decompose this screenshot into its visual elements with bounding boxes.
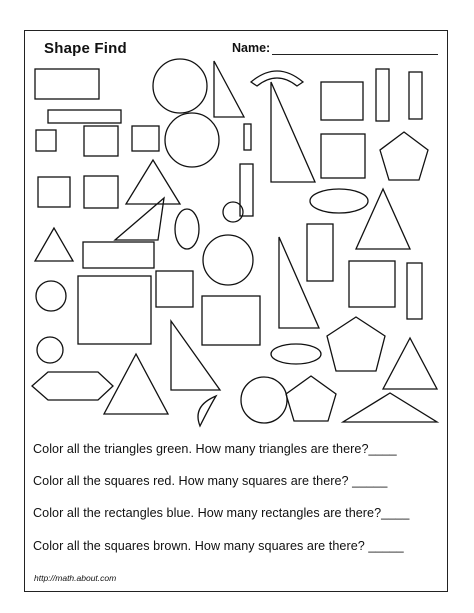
shape-square[interactable] bbox=[84, 176, 118, 208]
shape-rectangle[interactable] bbox=[307, 224, 333, 281]
shape-circle[interactable] bbox=[37, 337, 63, 363]
shape-square[interactable] bbox=[84, 126, 118, 156]
shape-triangle[interactable] bbox=[126, 160, 180, 204]
shape-triangle[interactable] bbox=[279, 237, 319, 328]
shape-circle[interactable] bbox=[153, 59, 207, 113]
shape-pentagon[interactable] bbox=[286, 376, 336, 421]
shape-triangle[interactable] bbox=[104, 354, 168, 414]
shape-oval[interactable] bbox=[271, 344, 321, 364]
shape-circle[interactable] bbox=[203, 235, 253, 285]
shape-triangle[interactable] bbox=[383, 338, 437, 389]
shape-square[interactable] bbox=[132, 126, 159, 151]
shape-hexagon[interactable] bbox=[32, 372, 113, 400]
shape-crescent[interactable] bbox=[198, 396, 216, 426]
question-squares-brown: Color all the squares brown. How many squares are there? _____ bbox=[33, 539, 404, 553]
shape-square[interactable] bbox=[78, 276, 151, 344]
shape-square[interactable] bbox=[202, 296, 260, 345]
shape-rectangle[interactable] bbox=[35, 69, 99, 99]
shape-triangle[interactable] bbox=[343, 393, 437, 422]
shape-square[interactable] bbox=[321, 134, 365, 178]
shape-triangle[interactable] bbox=[271, 82, 315, 182]
shape-rectangle[interactable] bbox=[376, 69, 389, 121]
shape-arch[interactable] bbox=[251, 71, 303, 86]
shape-oval[interactable] bbox=[175, 209, 199, 249]
shape-rectangle[interactable] bbox=[83, 242, 154, 268]
question-squares-red: Color all the squares red. How many squares are there? _____ bbox=[33, 474, 388, 488]
shape-square[interactable] bbox=[349, 261, 395, 307]
shape-rectangle[interactable] bbox=[244, 124, 251, 150]
shape-triangle[interactable] bbox=[214, 61, 244, 117]
shape-square[interactable] bbox=[321, 82, 363, 120]
shape-circle[interactable] bbox=[36, 281, 66, 311]
shape-triangle[interactable] bbox=[35, 228, 73, 261]
shape-pentagon[interactable] bbox=[327, 317, 385, 371]
shape-square[interactable] bbox=[156, 271, 193, 307]
shape-oval[interactable] bbox=[310, 189, 368, 213]
shape-pentagon[interactable] bbox=[380, 132, 428, 180]
question-triangles: Color all the triangles green. How many triangles are there?____ bbox=[33, 442, 397, 456]
worksheet-title: Shape Find bbox=[44, 40, 127, 57]
shape-square[interactable] bbox=[38, 177, 70, 207]
shape-triangle[interactable] bbox=[356, 189, 410, 249]
shape-rectangle[interactable] bbox=[48, 110, 121, 123]
shape-triangle[interactable] bbox=[171, 321, 220, 390]
shape-square[interactable] bbox=[36, 130, 56, 151]
shape-rectangle[interactable] bbox=[407, 263, 422, 319]
shape-circle[interactable] bbox=[241, 377, 287, 423]
name-label: Name: bbox=[232, 41, 271, 55]
shape-rectangle[interactable] bbox=[409, 72, 422, 119]
question-rectangles: Color all the rectangles blue. How many rectangles are there?____ bbox=[33, 506, 410, 520]
footer-url[interactable]: http://math.about.com bbox=[34, 573, 117, 583]
shape-circle[interactable] bbox=[165, 113, 219, 167]
